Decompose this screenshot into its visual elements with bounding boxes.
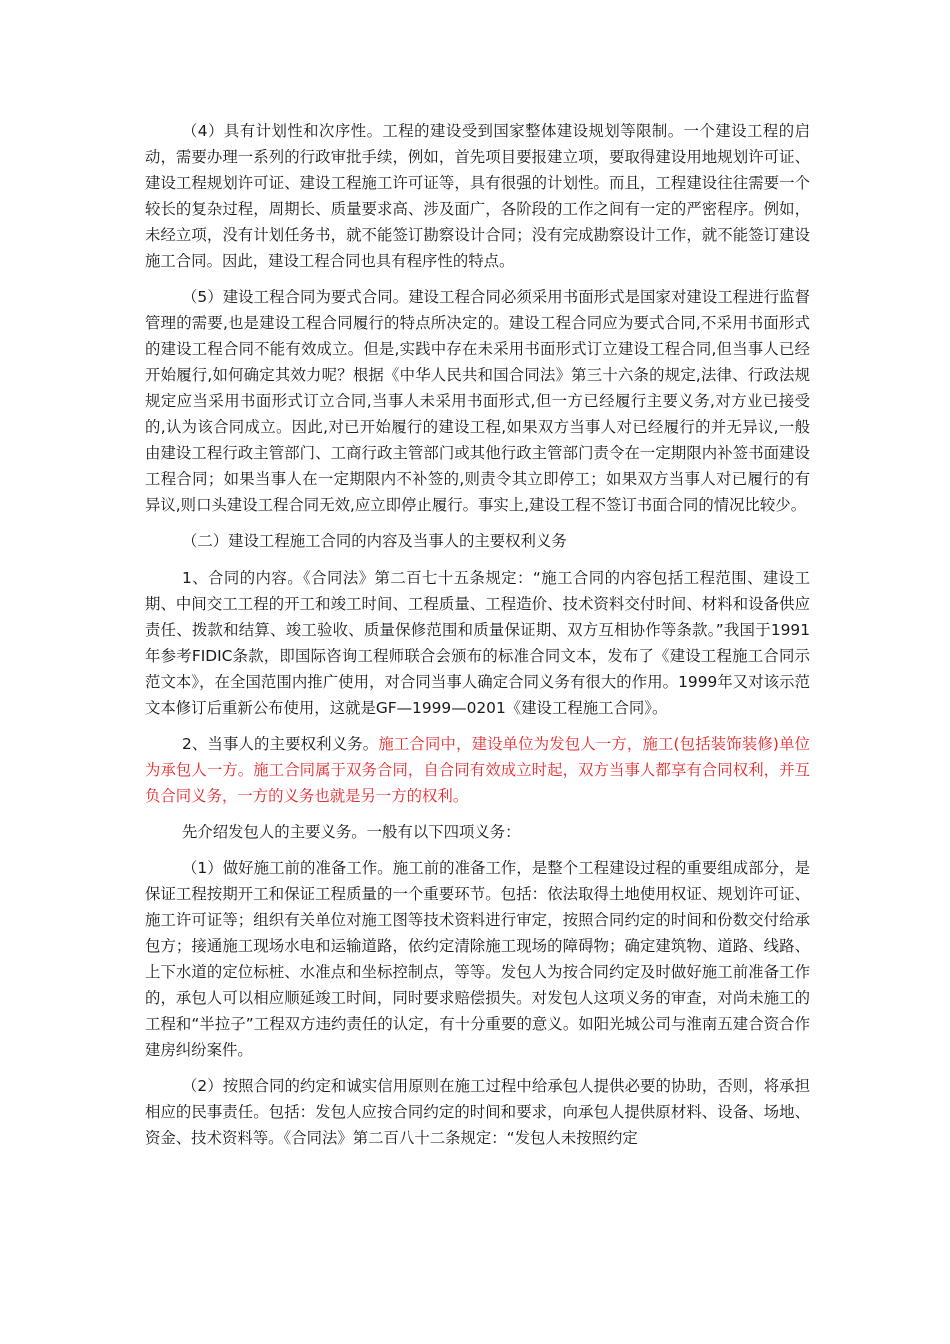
paragraph-formal-contract: （5）建设工程合同为要式合同。建设工程合同必须采用书面形式是国家对建设工程进行监督管理的需要,也是建设工程合同履行的特点所决定的。建设工程合同应为要式合同,不采用书面形式的建设工程合同不能有效成立。但是,实践中存在未采用书面形式订立建设工程合同,但当事人已经开始履行,如何确定其效力呢？根据《中华人民共和国合同法》第三十六条的规定,法律、行政法规规定应当采用书面形式订立合同,当事人未采用书面形式,但一方已经履行主要义务,对方业已接受的,认为该合同成立。因此,对已开始履行的建设工程,如果双方当事人对已经履行的并无异议,一般由建设工程行政主管部门、工商行政主管部门或其他行政主管部门责令在一定期限内补签书面建设工程合同；如果当事人在一定期限内不补签的,则责令其立即停工；如果双方当事人对已履行的有异议,则口头建设工程合同无效,应立即停止履行。事实上,建设工程不签订书面合同的情况比较少。	[145, 288, 810, 514]
paragraph-planning-and-sequence: （4）具有计划性和次序性。工程的建设受到国家整体建设规划等限制。一个建设工程的启动，需要办理一系列的行政审批手续，例如，首先项目要报建立项，要取得建设用地规划许可证、建设工程规划许可证、建设工程施工许可证等，具有很强的计划性。而且，工程建设往往需要一个较长的复杂过程，周期长、质量要求高、涉及面广，各阶段的工作之间有一定的严密程序。例如，未经立项，没有计划任务书，就不能签订勘察设计合同；没有完成勘察设计工作，就不能签订建设施工合同。因此，建设工程合同也具有程序性的特点。	[145, 122, 810, 270]
paragraph-rights-obligations	[145, 731, 810, 809]
paragraph-employer-obligations-intro: 先介绍发包人的主要义务。一般有以下四项义务：	[181, 823, 521, 841]
highlighted-text: 施工合同中，建设单位为发包人一方，施工(包括装饰装修)单位为承包人一方。施工合同属于双务合同，自合同有效成立时起，双方当事人都享有合同权利，并互负合同义务，一方的义务也就是另一方的权利。	[145, 735, 810, 805]
section-heading: （二）建设工程施工合同的内容及当事人的主要权利义务	[181, 532, 567, 550]
paragraph-contract-content: 1、合同的内容。《合同法》第二百七十五条规定：“施工合同的内容包括工程范围、建设工期、中间交工工程的开工和竣工时间、工程质量、工程造价、技术资料交付时间、材料和设备供应责任、拨款和结算、竣工验收、质量保修范围和质量保证期、双方互相协作等条款。”我国于1991年参考FIDIC条款，即国际咨询工程师联合会颁布的标准合同文本，发布了《建设工程施工合同示范文本》，在全国范围内推广使用，对合同当事人确定合同义务有很大的作用。1999年又对该示范文本修订后重新公布使用，这就是GF—1999—0201《建设工程施工合同》。	[145, 569, 810, 717]
document-body	[145, 118, 810, 1161]
paragraph-lead-text: 2、当事人的主要权利义务。	[181, 735, 379, 753]
paragraph-necessary-assistance: （2）按照合同的约定和诚实信用原则在施工过程中给承包人提供必要的协助，否则，将承担相应的民事责任。包括：发包人应按合同约定的时间和要求，向承包人提供原材料、设备、场地、资金、技术资料等。《合同法》第二百八十二条规定：“发包人未按照约定	[145, 1077, 810, 1147]
paragraph-preparation-work: （1）做好施工前的准备工作。施工前的准备工作，是整个工程建设过程的重要组成部分，是保证工程按期开工和保证工程质量的一个重要环节。包括：依法取得土地使用权证、规划许可证、施工许可证等；组织有关单位对施工图等技术资料进行审定，按照合同约定的时间和份数交付给承包方；接通施工现场水电和运输道路，依约定清除施工现场的障碍物；确定建筑物、道路、线路、上下水道的定位标桩、水准点和坐标控制点，等等。发包人为按合同约定及时做好施工前准备工作的，承包人可以相应顺延竣工时间，同时要求赔偿损失。对发包人这项义务的审查，对尚未施工的工程和“半拉子”工程双方违约责任的认定，有十分重要的意义。如阳光城公司与淮南五建合资合作建房纠纷案件。	[145, 859, 810, 1059]
